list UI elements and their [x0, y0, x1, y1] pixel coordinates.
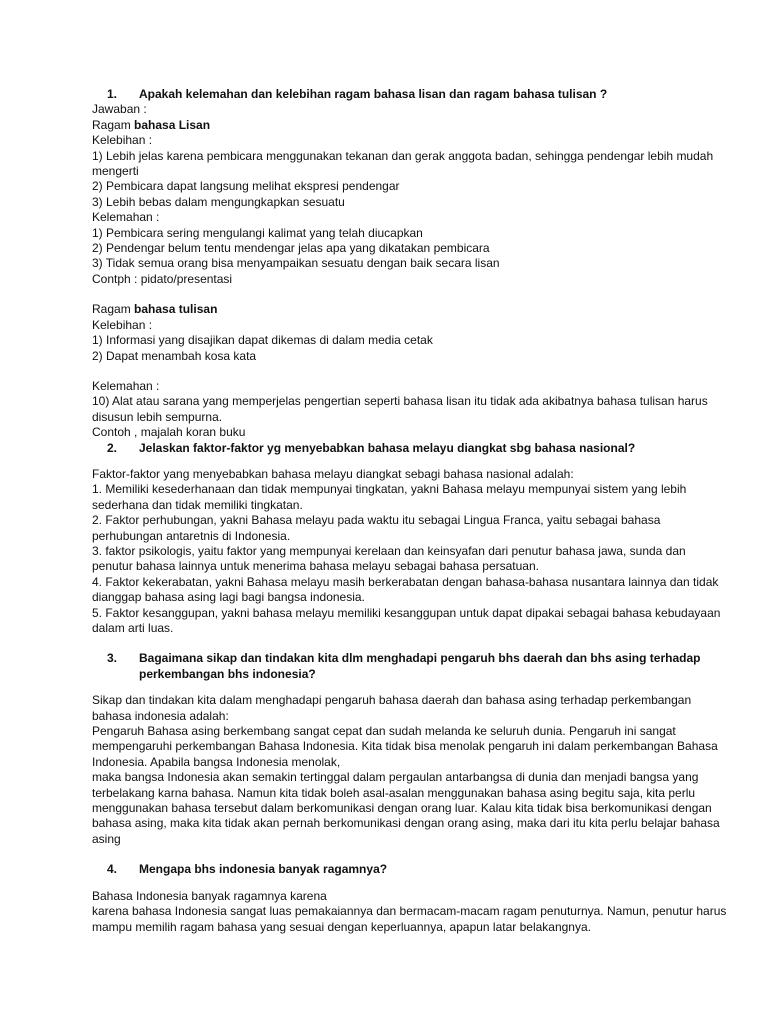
- list-item: 3) Lebih bebas dalam mengungkapkan sesuatu: [92, 194, 345, 209]
- answer-label: Jawaban :: [92, 102, 147, 117]
- heading-bold: bahasa tulisan: [134, 302, 218, 317]
- question-number: 4.: [106, 862, 117, 877]
- question-text: Bagaimana sikap dan tindakan kita dlm menghadapi pengaruh bhs daerah dan bhs asing terhadap perkembangan bhs indonesia?: [139, 651, 701, 681]
- list-item: 2. Faktor perhubungan, yakni Bahasa melayu pada waktu itu sebagai Lingua Franca, yaitu sebagai bahasa perhubungan antaretnis di Indonesia.: [92, 513, 661, 543]
- question-number: 3.: [106, 651, 117, 666]
- list-item: 1) Informasi yang disajikan dapat dikemas di dalam media cetak: [92, 333, 433, 348]
- kelemahan-label: Kelemahan :: [92, 378, 160, 393]
- kelemahan-label: Kelemahan :: [92, 210, 160, 225]
- heading-bold: bahasa Lisan: [134, 117, 211, 132]
- heading-prefix: Ragam: [92, 117, 135, 132]
- section-heading-tulisan: [92, 302, 728, 317]
- kelebihan-label: Kelebihan :: [92, 317, 153, 332]
- question-1: [92, 87, 728, 102]
- list-item: 10) Alat atau sarana yang memperjelas pengertian seperti bahasa lisan itu tidak ada akibatnya bahasa tulisan harus disusun lebih sempurna.: [92, 394, 708, 424]
- question-4: [92, 862, 728, 877]
- list-item: 2) Dapat menambah kosa kata: [92, 348, 257, 363]
- answer-intro: Sikap dan tindakan kita dalam menghadapi pengaruh bahasa daerah dan bahasa asing terhadap perkembangan bahasa indonesia adalah:: [92, 693, 692, 723]
- question-number: 1.: [106, 87, 117, 101]
- question-text: Mengapa bhs indonesia banyak ragamnya?: [139, 862, 388, 877]
- answer-intro: Bahasa Indonesia banyak ragamnya karena: [92, 888, 327, 903]
- list-item: 1) Lebih jelas karena pembicara menggunakan tekanan dan gerak anggota badan, sehingga pendengar lebih mudah mengerti: [92, 148, 714, 179]
- answer-paragraph: karena bahasa Indonesia sangat luas pemakaiannya dan bermacam-macam ragam penuturnya. Namun, penutur harus mampu memilih ragam bahasa yang sesuai dengan keperluannya, apapun latar belakangnya.: [92, 904, 727, 934]
- list-item: 3. faktor psikologis, yaitu faktor yang mempunyai kerelaan dan keinsyafan dari penutur bahasa jawa, sunda dan penutur bahasa lainnya untuk menerima bahasa melayu sebagai bahasa persatuan.: [92, 543, 686, 574]
- list-item: 4. Faktor kekerabatan, yakni Bahasa melayu masih berkerabatan dengan bahasa-bahasa nusantara lainnya dan tidak dianggap bahasa asing lagi bagi bangsa indonesia.: [92, 574, 719, 605]
- question-text: Jelaskan faktor-faktor yg menyebabkan bahasa melayu diangkat sbg bahasa nasional?: [139, 440, 636, 455]
- question-3: [92, 651, 728, 682]
- question-text: Apakah kelemahan dan kelebihan ragam bahasa lisan dan ragam bahasa tulisan ?: [139, 87, 608, 101]
- heading-prefix: Ragam: [92, 302, 135, 317]
- list-item: 1. Memiliki kesederhanaan dan tidak mempunyai tingkatan, yakni Bahasa melayu mempunyai sistem yang lebih sederhana dan tidak memiliki tingkatan.: [92, 482, 687, 512]
- question-number: 2.: [106, 440, 117, 455]
- list-item: 2) Pembicara dapat langsung melihat ekspresi pendengar: [92, 179, 400, 194]
- list-item: 3) Tidak semua orang bisa menyampaikan sesuatu dengan baik secara lisan: [92, 256, 500, 271]
- answer-paragraph: maka bangsa Indonesia akan semakin tertinggal dalam pergaulan antarbangsa di dunia dan menjadi bangsa yang terbelakang karna bahasa. Namun kita tidak boleh asal-asalan menggunakan bahasa asing begitu saja, kita perlu menggunakan bahasa tersebut dalam berkomunikasi dengan orang luar. Kalau kita tidak bisa berkomunikasi dengan bahasa asing, maka kita tidak akan pernah berkomunikasi dengan orang asing, maka dari itu kita perlu belajar bahasa asing: [92, 770, 720, 846]
- answer-paragraph: Pengaruh Bahasa asing berkembang sangat cepat dan sudah melanda ke seluruh dunia. Pengaruh ini sangat mempengaruhi perkembangan Bahasa Indonesia. Kita tidak bisa menolak pengaruh ini dalam perkembangan Bahasa Indonesia. Apabila bangsa Indonesia menolak,: [92, 724, 718, 769]
- list-item: 2) Pendengar belum tentu mendengar jelas apa yang dikatakan pembicara: [92, 241, 490, 256]
- answer-intro: Faktor-faktor yang menyebabkan bahasa melayu diangkat sebagi bahasa nasional adalah:: [92, 466, 574, 481]
- kelebihan-label: Kelebihan :: [92, 133, 153, 148]
- example-line: Contoh , majalah koran buku: [92, 425, 246, 440]
- example-line: Contph : pidato/presentasi: [92, 271, 233, 286]
- list-item: 5. Faktor kesanggupan, yakni bahasa melayu memiliki kesanggupan untuk dapat dipakai sebagai bahasa kebudayaan dalam arti luas.: [92, 605, 721, 635]
- question-2: [92, 441, 728, 456]
- list-item: 1) Pembicara sering mengulangi kalimat yang telah diucapkan: [92, 225, 423, 240]
- section-heading-lisan: [92, 118, 728, 133]
